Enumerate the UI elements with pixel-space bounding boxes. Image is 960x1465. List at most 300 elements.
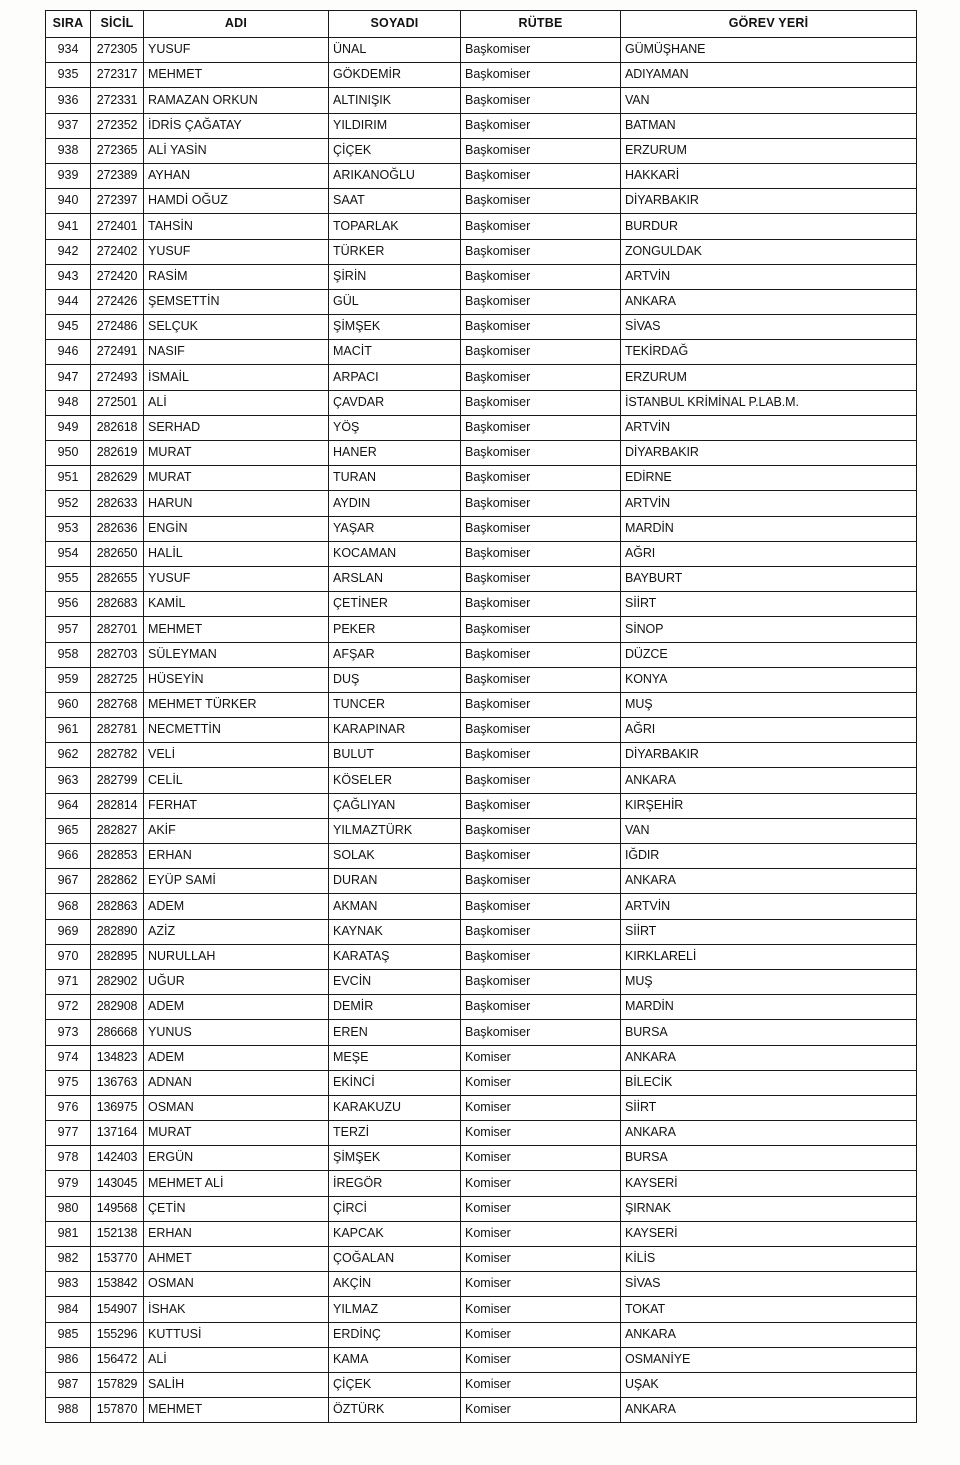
cell-rutbe: Başkomiser — [461, 667, 621, 692]
cell-adi: ERGÜN — [144, 1146, 329, 1171]
cell-adi: AHMET — [144, 1247, 329, 1272]
cell-soyadi: GÖKDEMİR — [329, 63, 461, 88]
cell-sicil: 272317 — [91, 63, 144, 88]
cell-adi: İDRİS ÇAĞATAY — [144, 113, 329, 138]
cell-sicil: 272305 — [91, 38, 144, 63]
cell-gorev: ARTVİN — [621, 264, 917, 289]
table-row — [46, 340, 917, 365]
cell-soyadi: KAYNAK — [329, 919, 461, 944]
cell-gorev: TEKİRDAĞ — [621, 340, 917, 365]
cell-rutbe: Başkomiser — [461, 38, 621, 63]
cell-gorev: VAN — [621, 818, 917, 843]
cell-sira: 965 — [46, 818, 91, 843]
cell-gorev: ANKARA — [621, 869, 917, 894]
cell-sicil: 142403 — [91, 1146, 144, 1171]
cell-adi: AYHAN — [144, 163, 329, 188]
cell-sicil: 272352 — [91, 113, 144, 138]
cell-sira: 978 — [46, 1146, 91, 1171]
cell-sicil: 272491 — [91, 340, 144, 365]
cell-soyadi: ÇAVDAR — [329, 390, 461, 415]
cell-sicil: 282902 — [91, 969, 144, 994]
cell-sira: 949 — [46, 415, 91, 440]
cell-gorev: BURSA — [621, 1146, 917, 1171]
cell-gorev: KAYSERİ — [621, 1221, 917, 1246]
cell-sira: 959 — [46, 667, 91, 692]
table-row — [46, 189, 917, 214]
cell-gorev: KİLİS — [621, 1247, 917, 1272]
cell-soyadi: BULUT — [329, 743, 461, 768]
table-row — [46, 692, 917, 717]
cell-soyadi: AFŞAR — [329, 642, 461, 667]
column-header-sicil: SİCİL — [91, 11, 144, 38]
cell-adi: ERHAN — [144, 844, 329, 869]
table-row — [46, 1247, 917, 1272]
cell-gorev: ANKARA — [621, 1121, 917, 1146]
cell-gorev: MUŞ — [621, 969, 917, 994]
cell-soyadi: ARIKANOĞLU — [329, 163, 461, 188]
cell-adi: ADEM — [144, 1045, 329, 1070]
cell-gorev: SİVAS — [621, 1272, 917, 1297]
cell-gorev: KIRŞEHİR — [621, 793, 917, 818]
cell-sicil: 153770 — [91, 1247, 144, 1272]
cell-rutbe: Başkomiser — [461, 441, 621, 466]
cell-gorev: DÜZCE — [621, 642, 917, 667]
cell-soyadi: ÇİÇEK — [329, 138, 461, 163]
cell-soyadi: EVCİN — [329, 969, 461, 994]
cell-rutbe: Başkomiser — [461, 163, 621, 188]
cell-sicil: 272426 — [91, 289, 144, 314]
cell-sicil: 282683 — [91, 592, 144, 617]
table-row — [46, 1146, 917, 1171]
cell-sira: 934 — [46, 38, 91, 63]
table-row — [46, 264, 917, 289]
table-row — [46, 1372, 917, 1397]
table-row — [46, 163, 917, 188]
cell-sicil: 157870 — [91, 1398, 144, 1423]
cell-adi: HAMDİ OĞUZ — [144, 189, 329, 214]
cell-soyadi: KAMA — [329, 1347, 461, 1372]
cell-sicil: 272420 — [91, 264, 144, 289]
cell-sicil: 282908 — [91, 995, 144, 1020]
cell-soyadi: DEMİR — [329, 995, 461, 1020]
cell-sicil: 272486 — [91, 315, 144, 340]
cell-soyadi: PEKER — [329, 617, 461, 642]
cell-sira: 957 — [46, 617, 91, 642]
cell-adi: AKİF — [144, 818, 329, 843]
cell-sicil: 272389 — [91, 163, 144, 188]
cell-soyadi: EKİNCİ — [329, 1070, 461, 1095]
cell-sira: 946 — [46, 340, 91, 365]
cell-soyadi: EREN — [329, 1020, 461, 1045]
cell-rutbe: Başkomiser — [461, 566, 621, 591]
cell-rutbe: Başkomiser — [461, 138, 621, 163]
cell-rutbe: Başkomiser — [461, 1020, 621, 1045]
cell-gorev: BAYBURT — [621, 566, 917, 591]
table-row — [46, 1121, 917, 1146]
cell-soyadi: ŞİMŞEK — [329, 1146, 461, 1171]
cell-soyadi: ARSLAN — [329, 566, 461, 591]
cell-sira: 979 — [46, 1171, 91, 1196]
column-header-gorev: GÖREV YERİ — [621, 11, 917, 38]
cell-sira: 956 — [46, 592, 91, 617]
cell-adi: HÜSEYİN — [144, 667, 329, 692]
table-header — [46, 11, 917, 38]
cell-soyadi: MACİT — [329, 340, 461, 365]
cell-soyadi: AKMAN — [329, 894, 461, 919]
cell-soyadi: HANER — [329, 441, 461, 466]
cell-sicil: 282863 — [91, 894, 144, 919]
cell-gorev: GÜMÜŞHANE — [621, 38, 917, 63]
cell-sicil: 282619 — [91, 441, 144, 466]
table-row — [46, 718, 917, 743]
table-row — [46, 1272, 917, 1297]
cell-sira: 947 — [46, 365, 91, 390]
cell-rutbe: Başkomiser — [461, 642, 621, 667]
cell-sicil: 152138 — [91, 1221, 144, 1246]
cell-rutbe: Başkomiser — [461, 969, 621, 994]
cell-sicil: 282629 — [91, 466, 144, 491]
cell-rutbe: Başkomiser — [461, 491, 621, 516]
table-row — [46, 88, 917, 113]
cell-rutbe: Komiser — [461, 1372, 621, 1397]
table-row — [46, 768, 917, 793]
cell-rutbe: Başkomiser — [461, 919, 621, 944]
cell-soyadi: ÇETİNER — [329, 592, 461, 617]
cell-sira: 952 — [46, 491, 91, 516]
cell-sira: 980 — [46, 1196, 91, 1221]
cell-soyadi: TURAN — [329, 466, 461, 491]
cell-sicil: 272401 — [91, 214, 144, 239]
table-row — [46, 390, 917, 415]
cell-soyadi: YAŞAR — [329, 516, 461, 541]
cell-sicil: 282650 — [91, 541, 144, 566]
table-row — [46, 214, 917, 239]
table-row — [46, 1347, 917, 1372]
cell-rutbe: Komiser — [461, 1322, 621, 1347]
cell-soyadi: ÖZTÜRK — [329, 1398, 461, 1423]
table-row — [46, 1297, 917, 1322]
cell-soyadi: YILMAZTÜRK — [329, 818, 461, 843]
cell-adi: NASIF — [144, 340, 329, 365]
table-row — [46, 667, 917, 692]
cell-gorev: ARTVİN — [621, 415, 917, 440]
cell-adi: VELİ — [144, 743, 329, 768]
cell-soyadi: KARAKUZU — [329, 1095, 461, 1120]
cell-gorev: ARTVİN — [621, 491, 917, 516]
cell-soyadi: GÜL — [329, 289, 461, 314]
cell-sicil: 137164 — [91, 1121, 144, 1146]
cell-gorev: KAYSERİ — [621, 1171, 917, 1196]
cell-adi: SÜLEYMAN — [144, 642, 329, 667]
cell-gorev: ARTVİN — [621, 894, 917, 919]
cell-adi: ŞEMSETTİN — [144, 289, 329, 314]
cell-sira: 944 — [46, 289, 91, 314]
cell-sira: 950 — [46, 441, 91, 466]
cell-rutbe: Başkomiser — [461, 768, 621, 793]
cell-sira: 987 — [46, 1372, 91, 1397]
cell-sira: 954 — [46, 541, 91, 566]
cell-soyadi: TUNCER — [329, 692, 461, 717]
cell-gorev: ŞIRNAK — [621, 1196, 917, 1221]
cell-gorev: MARDİN — [621, 516, 917, 541]
cell-gorev: TOKAT — [621, 1297, 917, 1322]
cell-sira: 974 — [46, 1045, 91, 1070]
table-row — [46, 63, 917, 88]
table-row — [46, 818, 917, 843]
table-row — [46, 466, 917, 491]
cell-rutbe: Başkomiser — [461, 113, 621, 138]
cell-soyadi: TÜRKER — [329, 239, 461, 264]
cell-sicil: 282799 — [91, 768, 144, 793]
cell-gorev: KONYA — [621, 667, 917, 692]
cell-gorev: DİYARBAKIR — [621, 441, 917, 466]
cell-gorev: ANKARA — [621, 768, 917, 793]
cell-soyadi: MEŞE — [329, 1045, 461, 1070]
cell-adi: ALİ — [144, 390, 329, 415]
cell-rutbe: Komiser — [461, 1171, 621, 1196]
cell-gorev: SİNOP — [621, 617, 917, 642]
cell-sira: 955 — [46, 566, 91, 591]
cell-sicil: 272365 — [91, 138, 144, 163]
table-row — [46, 1322, 917, 1347]
table-row — [46, 365, 917, 390]
table-row — [46, 1398, 917, 1423]
cell-gorev: ADIYAMAN — [621, 63, 917, 88]
personnel-roster-table — [45, 10, 917, 1423]
column-header-soyadi: SOYADI — [329, 11, 461, 38]
cell-soyadi: YILMAZ — [329, 1297, 461, 1322]
cell-sira: 962 — [46, 743, 91, 768]
cell-gorev: SİİRT — [621, 592, 917, 617]
table-row — [46, 1196, 917, 1221]
cell-rutbe: Başkomiser — [461, 63, 621, 88]
table-row — [46, 869, 917, 894]
cell-soyadi: SAAT — [329, 189, 461, 214]
cell-adi: ADEM — [144, 894, 329, 919]
cell-soyadi: İREGÖR — [329, 1171, 461, 1196]
table-row — [46, 743, 917, 768]
cell-adi: İSMAİL — [144, 365, 329, 390]
cell-gorev: VAN — [621, 88, 917, 113]
cell-sicil: 282853 — [91, 844, 144, 869]
cell-soyadi: YÖŞ — [329, 415, 461, 440]
cell-rutbe: Başkomiser — [461, 390, 621, 415]
cell-adi: MEHMET ALİ — [144, 1171, 329, 1196]
cell-gorev: MUŞ — [621, 692, 917, 717]
cell-sira: 972 — [46, 995, 91, 1020]
cell-sicil: 282895 — [91, 944, 144, 969]
cell-sicil: 282827 — [91, 818, 144, 843]
table-row — [46, 1095, 917, 1120]
cell-gorev: SİVAS — [621, 315, 917, 340]
cell-soyadi: ALTINIŞIK — [329, 88, 461, 113]
cell-sira: 970 — [46, 944, 91, 969]
cell-sira: 960 — [46, 692, 91, 717]
cell-rutbe: Başkomiser — [461, 189, 621, 214]
cell-soyadi: DUŞ — [329, 667, 461, 692]
cell-sicil: 272501 — [91, 390, 144, 415]
table-body — [46, 38, 917, 1423]
cell-gorev: EDİRNE — [621, 466, 917, 491]
cell-rutbe: Başkomiser — [461, 315, 621, 340]
table-row — [46, 919, 917, 944]
roster-table-container — [45, 10, 916, 1423]
cell-sicil: 272493 — [91, 365, 144, 390]
table-row — [46, 138, 917, 163]
cell-adi: ADNAN — [144, 1070, 329, 1095]
cell-sira: 941 — [46, 214, 91, 239]
cell-adi: MURAT — [144, 466, 329, 491]
cell-soyadi: ÇİRCİ — [329, 1196, 461, 1221]
cell-sira: 988 — [46, 1398, 91, 1423]
cell-soyadi: YILDIRIM — [329, 113, 461, 138]
cell-rutbe: Başkomiser — [461, 88, 621, 113]
cell-adi: OSMAN — [144, 1272, 329, 1297]
cell-sicil: 282655 — [91, 566, 144, 591]
cell-gorev: BATMAN — [621, 113, 917, 138]
cell-rutbe: Başkomiser — [461, 466, 621, 491]
cell-rutbe: Komiser — [461, 1347, 621, 1372]
cell-adi: OSMAN — [144, 1095, 329, 1120]
cell-adi: KUTTUSİ — [144, 1322, 329, 1347]
cell-rutbe: Komiser — [461, 1070, 621, 1095]
cell-rutbe: Komiser — [461, 1297, 621, 1322]
cell-sicil: 282701 — [91, 617, 144, 642]
cell-adi: EYÜP SAMİ — [144, 869, 329, 894]
cell-gorev: ERZURUM — [621, 365, 917, 390]
cell-sicil: 282636 — [91, 516, 144, 541]
table-row — [46, 113, 917, 138]
cell-rutbe: Başkomiser — [461, 844, 621, 869]
cell-sira: 984 — [46, 1297, 91, 1322]
cell-gorev: UŞAK — [621, 1372, 917, 1397]
cell-sira: 985 — [46, 1322, 91, 1347]
cell-adi: HARUN — [144, 491, 329, 516]
cell-adi: YUSUF — [144, 38, 329, 63]
cell-rutbe: Komiser — [461, 1045, 621, 1070]
cell-sicil: 282782 — [91, 743, 144, 768]
cell-gorev: BURSA — [621, 1020, 917, 1045]
cell-sira: 943 — [46, 264, 91, 289]
table-row — [46, 415, 917, 440]
cell-sicil: 154907 — [91, 1297, 144, 1322]
cell-sicil: 282725 — [91, 667, 144, 692]
cell-rutbe: Başkomiser — [461, 516, 621, 541]
cell-adi: MEHMET — [144, 63, 329, 88]
table-row — [46, 239, 917, 264]
cell-soyadi: ÜNAL — [329, 38, 461, 63]
column-header-adi: ADI — [144, 11, 329, 38]
table-row — [46, 491, 917, 516]
cell-gorev: ERZURUM — [621, 138, 917, 163]
table-row — [46, 38, 917, 63]
cell-rutbe: Başkomiser — [461, 289, 621, 314]
cell-sira: 971 — [46, 969, 91, 994]
cell-sira: 938 — [46, 138, 91, 163]
cell-rutbe: Komiser — [461, 1146, 621, 1171]
table-row — [46, 1221, 917, 1246]
cell-gorev: BİLECİK — [621, 1070, 917, 1095]
cell-rutbe: Başkomiser — [461, 818, 621, 843]
cell-sira: 948 — [46, 390, 91, 415]
cell-adi: YUSUF — [144, 566, 329, 591]
cell-gorev: DİYARBAKIR — [621, 743, 917, 768]
cell-rutbe: Başkomiser — [461, 894, 621, 919]
cell-soyadi: TOPARLAK — [329, 214, 461, 239]
cell-sicil: 149568 — [91, 1196, 144, 1221]
cell-sira: 964 — [46, 793, 91, 818]
cell-sira: 961 — [46, 718, 91, 743]
table-row — [46, 541, 917, 566]
cell-adi: TAHSİN — [144, 214, 329, 239]
cell-gorev: ANKARA — [621, 1322, 917, 1347]
cell-soyadi: SOLAK — [329, 844, 461, 869]
cell-soyadi: AYDIN — [329, 491, 461, 516]
table-row — [46, 793, 917, 818]
cell-gorev: HAKKARİ — [621, 163, 917, 188]
cell-gorev: BURDUR — [621, 214, 917, 239]
cell-sira: 939 — [46, 163, 91, 188]
cell-sira: 967 — [46, 869, 91, 894]
cell-rutbe: Başkomiser — [461, 592, 621, 617]
cell-sicil: 282814 — [91, 793, 144, 818]
cell-rutbe: Başkomiser — [461, 264, 621, 289]
cell-sira: 986 — [46, 1347, 91, 1372]
column-header-sira: SIRA — [46, 11, 91, 38]
cell-rutbe: Başkomiser — [461, 944, 621, 969]
cell-adi: FERHAT — [144, 793, 329, 818]
cell-adi: MEHMET TÜRKER — [144, 692, 329, 717]
cell-sicil: 286668 — [91, 1020, 144, 1045]
table-row — [46, 844, 917, 869]
cell-sira: 951 — [46, 466, 91, 491]
cell-sicil: 282862 — [91, 869, 144, 894]
cell-sira: 945 — [46, 315, 91, 340]
cell-sicil: 153842 — [91, 1272, 144, 1297]
table-row — [46, 944, 917, 969]
cell-gorev: SİİRT — [621, 919, 917, 944]
cell-adi: YUSUF — [144, 239, 329, 264]
cell-sira: 935 — [46, 63, 91, 88]
cell-sicil: 282890 — [91, 919, 144, 944]
cell-sicil: 272402 — [91, 239, 144, 264]
table-row — [46, 1045, 917, 1070]
table-row — [46, 1020, 917, 1045]
cell-adi: RAMAZAN ORKUN — [144, 88, 329, 113]
table-row — [46, 441, 917, 466]
cell-adi: SALİH — [144, 1372, 329, 1397]
table-row — [46, 617, 917, 642]
cell-adi: İSHAK — [144, 1297, 329, 1322]
table-row — [46, 516, 917, 541]
table-row — [46, 969, 917, 994]
cell-sira: 982 — [46, 1247, 91, 1272]
cell-rutbe: Komiser — [461, 1121, 621, 1146]
cell-rutbe: Komiser — [461, 1221, 621, 1246]
cell-gorev: KIRKLARELİ — [621, 944, 917, 969]
cell-adi: NECMETTİN — [144, 718, 329, 743]
cell-adi: UĞUR — [144, 969, 329, 994]
cell-rutbe: Başkomiser — [461, 718, 621, 743]
cell-rutbe: Başkomiser — [461, 365, 621, 390]
cell-sicil: 157829 — [91, 1372, 144, 1397]
cell-gorev: ANKARA — [621, 1045, 917, 1070]
cell-sicil: 272397 — [91, 189, 144, 214]
cell-adi: NURULLAH — [144, 944, 329, 969]
cell-sira: 942 — [46, 239, 91, 264]
cell-sicil: 282781 — [91, 718, 144, 743]
cell-soyadi: ERDİNÇ — [329, 1322, 461, 1347]
